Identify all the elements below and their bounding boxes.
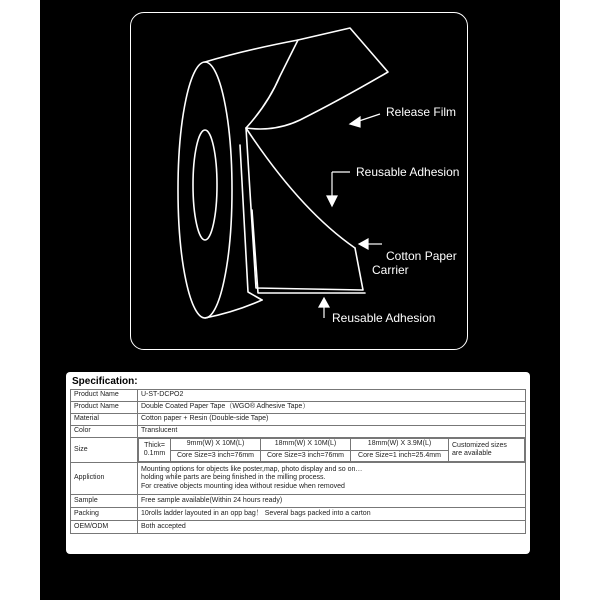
row-value: U-ST-DCPO2 xyxy=(138,390,526,402)
table-row xyxy=(71,390,526,402)
table-row xyxy=(71,521,526,534)
table-row xyxy=(71,495,526,508)
size-option-dims: 9mm(W) X 10M(L) xyxy=(171,439,261,451)
application-line: Mounting options for objects like poster,map, photo display and so on… xyxy=(141,465,363,473)
table-row xyxy=(71,463,526,495)
reusable-adhesion-top-arrowhead xyxy=(327,196,337,206)
size-option-dims: 18mm(W) X 10M(L) xyxy=(261,439,351,451)
label-release-film: Release Film xyxy=(386,105,457,119)
specification-table xyxy=(70,389,526,534)
reusable-adhesion-layer-bottom xyxy=(252,210,365,293)
row-label: Packing xyxy=(71,508,138,521)
roll-top-edge xyxy=(205,40,298,62)
thickness-cell xyxy=(139,439,171,462)
specification-title: Specification: xyxy=(72,376,138,387)
size-option-core: Core Size=3 inch=76mm xyxy=(261,450,351,462)
row-label: Size xyxy=(71,438,138,463)
size-cell xyxy=(138,438,526,463)
tape-roll-outer xyxy=(178,62,232,318)
row-value: Double Coated Paper Tape（WGO® Adhesive Tape） xyxy=(138,402,526,414)
row-value: 10rolls ladder layouted in an opp bag！ Several bags packed into a carton xyxy=(138,508,526,521)
application-line: holding while parts are being finished in the milling process. xyxy=(141,474,326,482)
size-option-core: Core Size=3 inch=76mm xyxy=(171,450,261,462)
row-value: Translucent xyxy=(138,426,526,438)
thickness-label: Thick= xyxy=(144,441,165,449)
application-cell xyxy=(138,463,526,495)
reusable-adhesion-bottom-arrowhead xyxy=(319,298,329,307)
row-value: Cotton paper + Resin (Double-side Tape) xyxy=(138,414,526,426)
size-option-core: Core Size=1 inch=25.4mm xyxy=(351,450,449,462)
release-film-sheet xyxy=(246,28,388,129)
label-reusable-adhesion-bottom: Reusable Adhesion xyxy=(332,311,436,325)
row-label: Appliction xyxy=(71,463,138,495)
table-row xyxy=(71,426,526,438)
layer-inner-edge xyxy=(240,145,262,300)
tape-roll-core xyxy=(193,130,217,240)
table-row xyxy=(71,508,526,521)
row-value: Both accepted xyxy=(138,521,526,534)
release-film-arrowhead xyxy=(350,117,360,127)
reusable-adhesion-layer-top xyxy=(246,128,355,248)
label-cotton-paper-line2: Carrier xyxy=(372,263,409,277)
table-row xyxy=(71,438,526,463)
custom-size-line1: Customized sizes xyxy=(452,441,507,449)
row-label: OEM/ODM xyxy=(71,521,138,534)
row-label: Material xyxy=(71,414,138,426)
label-reusable-adhesion-top: Reusable Adhesion xyxy=(356,165,460,179)
custom-size-note xyxy=(449,439,525,462)
row-label: Product Name xyxy=(71,390,138,402)
row-value: Free sample available(Within 24 hours ready) xyxy=(138,495,526,508)
row-label: Product Name xyxy=(71,402,138,414)
roll-bottom-edge xyxy=(205,300,262,318)
size-subtable xyxy=(138,438,525,462)
thickness-value: 0.1mm xyxy=(143,450,166,457)
specification-panel xyxy=(66,372,530,554)
custom-size-line2: are available xyxy=(452,450,492,457)
table-row xyxy=(71,414,526,426)
row-label: Sample xyxy=(71,495,138,508)
label-cotton-paper-line1: Cotton Paper xyxy=(386,249,457,263)
size-option-dims: 18mm(W) X 3.9M(L) xyxy=(351,439,449,451)
cotton-paper-arrowhead xyxy=(359,239,368,249)
application-line: For creative objects mounting idea without residue when removed xyxy=(141,482,345,490)
row-label: Color xyxy=(71,426,138,438)
table-row xyxy=(71,402,526,414)
